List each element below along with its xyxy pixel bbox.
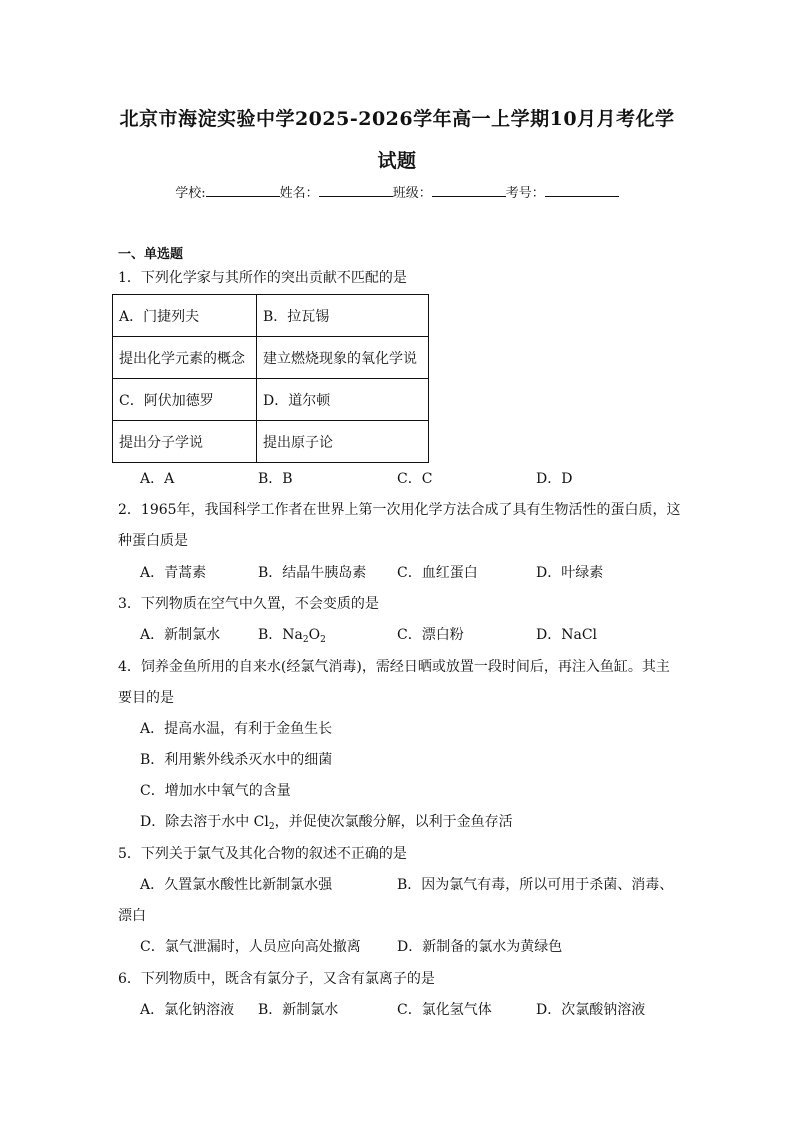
- section-heading: 一、单选题: [118, 247, 184, 262]
- question-3-option-a: A．新制氯水: [140, 627, 221, 643]
- question-5-option-b: B．因为氯气有毒，所以可用于杀菌、消毒、: [397, 877, 674, 893]
- question-5-option-d: D．新制备的氯水为黄绿色: [397, 939, 563, 955]
- question-2-stem-line2: 种蛋白质是: [118, 533, 188, 549]
- question-2-option-a: A．青蒿素: [140, 565, 207, 581]
- question-3-stem: 3．下列物质在空气中久置，不会变质的是: [118, 596, 379, 612]
- table-cell: 提出原子论: [257, 421, 429, 463]
- question-6-option-a: A．氯化钠溶液: [140, 1002, 235, 1018]
- table-cell: C．阿伏加德罗: [113, 379, 257, 421]
- question-2-option-c: C．血红蛋白: [397, 565, 478, 581]
- question-1-option-c: C．C: [397, 471, 433, 487]
- question-5-option-b-cont: 漂白: [118, 908, 146, 924]
- table-row: [113, 421, 429, 463]
- question-6-option-d: D．次氯酸钠溶液: [536, 1002, 646, 1018]
- question-3-option-c: C．漂白粉: [397, 627, 464, 643]
- question-1-table: [112, 294, 429, 463]
- question-6-stem: 6．下列物质中，既含有氯分子，又含有氯离子的是: [118, 971, 435, 987]
- school-blank: [206, 184, 280, 197]
- question-1-option-b: B．B: [258, 471, 293, 487]
- exam-title-line1: 北京市海淀实验中学2025-2026学年高一上学期10月月考化学: [119, 108, 675, 130]
- name-label: 姓名：: [279, 186, 319, 201]
- table-cell: 提出化学元素的概念: [113, 337, 257, 379]
- table-row: [113, 295, 429, 337]
- table-row: [113, 379, 429, 421]
- question-1-stem: 1．下列化学家与其所作的突出贡献不匹配的是: [118, 270, 407, 286]
- table-row: [113, 337, 429, 379]
- number-blank: [545, 184, 619, 197]
- question-3-option-d: D．NaCl: [536, 627, 598, 643]
- name-blank: [319, 184, 393, 197]
- exam-title-line2: 试题: [377, 150, 417, 172]
- question-6-option-b: B．新制氯水: [258, 1002, 339, 1018]
- question-6-option-c: C．氯化氢气体: [397, 1002, 492, 1018]
- question-4-option-a: A．提高水温，有利于金鱼生长: [140, 721, 333, 737]
- class-label: 班级：: [392, 186, 432, 201]
- school-label: 学校:: [175, 186, 206, 201]
- question-3-option-b: B．$Na_2O_2$: [258, 627, 326, 645]
- question-5-stem: 5．下列关于氯气及其化合物的叙述不正确的是: [118, 846, 407, 862]
- table-cell: B．拉瓦锡: [257, 295, 429, 337]
- question-4-stem-line1: 4．饲养金鱼所用的自来水(经氯气消毒)，需经日晒或放置一段时间后，再注入鱼缸。其主: [118, 659, 670, 675]
- table-cell: D．道尔顿: [257, 379, 429, 421]
- question-5-option-a: A．久置氯水酸性比新制氯水强: [140, 877, 333, 893]
- table-cell: A．门捷列夫: [113, 295, 257, 337]
- table-cell: 建立燃烧现象的氧化学说: [257, 337, 429, 379]
- question-2-option-d: D．叶绿素: [536, 565, 604, 581]
- question-5-option-c: C．氯气泄漏时，人员应向高处撤离: [140, 939, 361, 955]
- student-info-row: [0, 182, 794, 201]
- question-1-option-a: A．A: [140, 471, 175, 487]
- class-blank: [432, 184, 506, 197]
- question-4-option-d: D．除去溶于水中 $Cl_2$，并促使次氯酸分解，以利于金鱼存活: [140, 814, 513, 832]
- question-2-stem-line1: 2．1965年，我国科学工作者在世界上第一次用化学方法合成了具有生物活性的蛋白质，这: [118, 502, 681, 518]
- question-2-option-b: B．结晶牛胰岛素: [258, 565, 367, 581]
- question-4-option-b: B．利用紫外线杀灭水中的细菌: [140, 752, 333, 768]
- question-4-stem-line2: 要目的是: [118, 690, 174, 706]
- question-4-option-c: C．增加水中氧气的含量: [140, 783, 291, 799]
- table-cell: 提出分子学说: [113, 421, 257, 463]
- number-label: 考号：: [505, 186, 545, 201]
- question-1-option-d: D．D: [536, 471, 573, 487]
